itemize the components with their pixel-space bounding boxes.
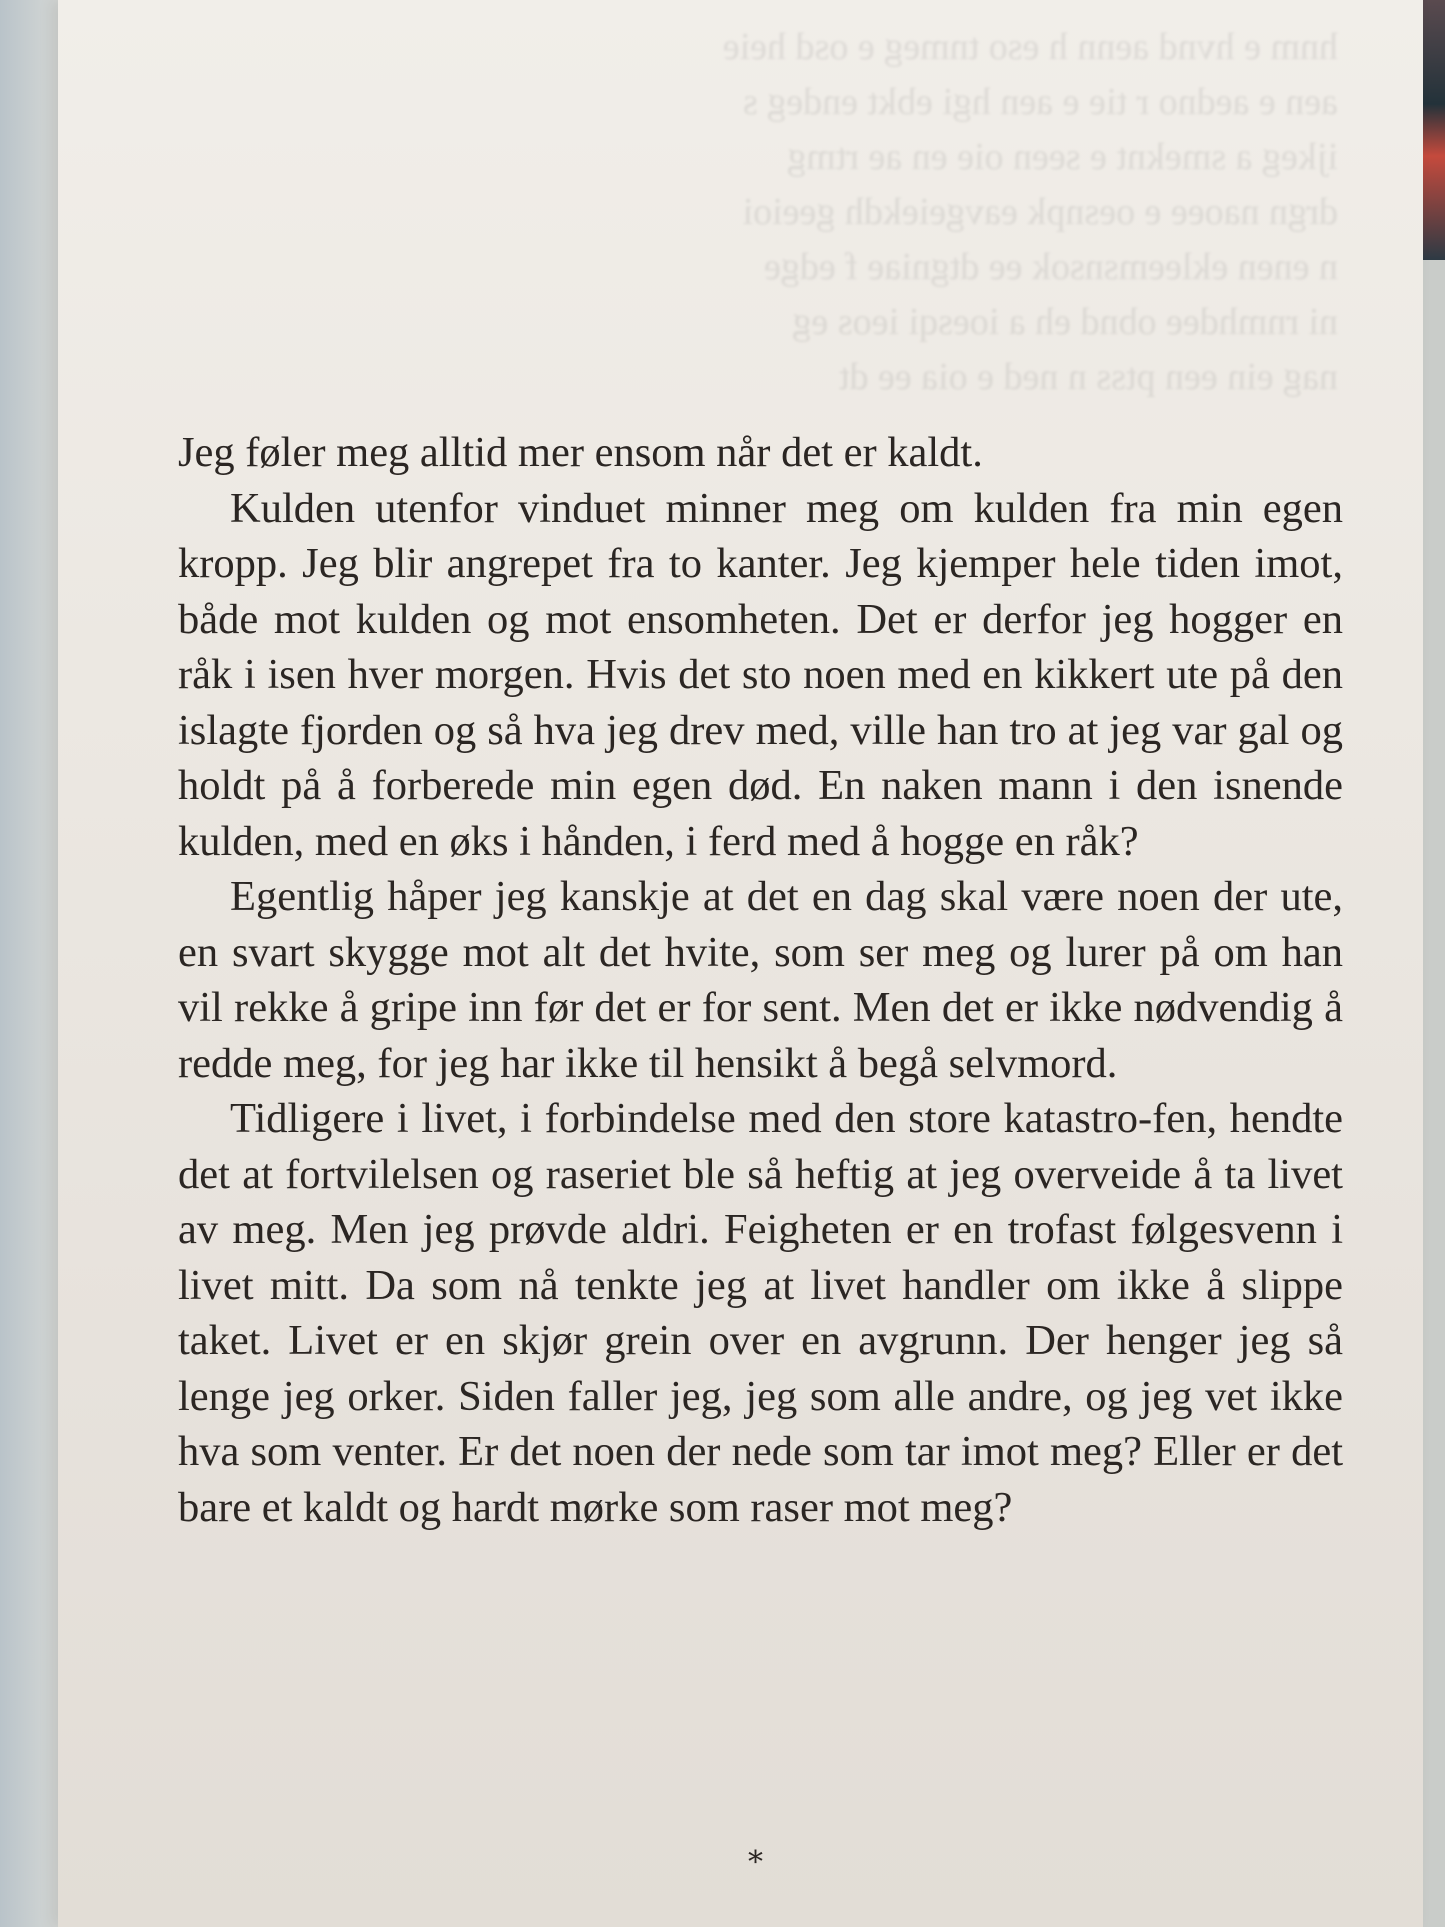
show-through-text: hnm e hvnd aenn h eso tnmeg e osd heie aen e aedno r tie e aen hgi ebkt endeg s ijkeg a smeknt e seen oie en ae rtmg drgn naoee e oesnpk eavgeiekdh geeioi n enen ekleemsnsok ee dtgniae f edge ni rnmhdee obnd eh a ioesqi ieos eg nag ein een ptss n ned e oia ee dt <box>722 26 1338 398</box>
section-break-asterisk: * <box>748 1845 763 1880</box>
paragraph-3: Egentlig håper jeg kanskje at det en dag skal være noen der ute, en svart skygge mot alt det hvite, som ser meg og lurer på om han vil rekke å gripe inn før det er for sent. Men det er ikke nødvendig å redde meg, for jeg har ikke til hensikt å begå selvmord. <box>178 873 1343 1087</box>
background-book-cover-edge <box>1423 0 1445 260</box>
paragraph-2: Kulden utenfor vinduet minner meg om kulden fra min egen kropp. Jeg blir angrepet fra to kanter. Jeg kjemper hele tiden imot, både mot kulden og mot ensomheten. Det er derfor jeg hogger en råk i isen hver morgen. Hvis det sto noen med en kikkert ute på den islagte fjorden og så hva jeg drev med, ville han tro at jeg var gal og holdt på å forberede min egen død. En naken mann i den isnende kulden, med en øks i hånden, i ferd med å hogge en råk? <box>178 484 1343 865</box>
book-page <box>58 0 1423 1927</box>
body-text <box>178 425 1343 1535</box>
paragraph-4: Tidligere i livet, i forbindelse med den store katastro-fen, hendte det at fortvilelsen og raseriet ble så heftig at jeg overveide å ta livet av meg. Men jeg prøvde aldri. Feigheten er en trofast følgesvenn i livet mitt. Da som nå tenkte jeg at livet handler om ikke å slippe taket. Livet er en skjør grein over en avgrunn. Der henger jeg så lenge jeg orker. Siden faller jeg, jeg som alle andre, og jeg vet ikke hva som venter. Er det noen der nede som tar imot meg? Eller er det bare et kaldt og hardt mørke som raser mot meg? <box>178 1095 1343 1531</box>
paragraph-1: Jeg føler meg alltid mer ensom når det er kaldt. <box>178 429 983 476</box>
